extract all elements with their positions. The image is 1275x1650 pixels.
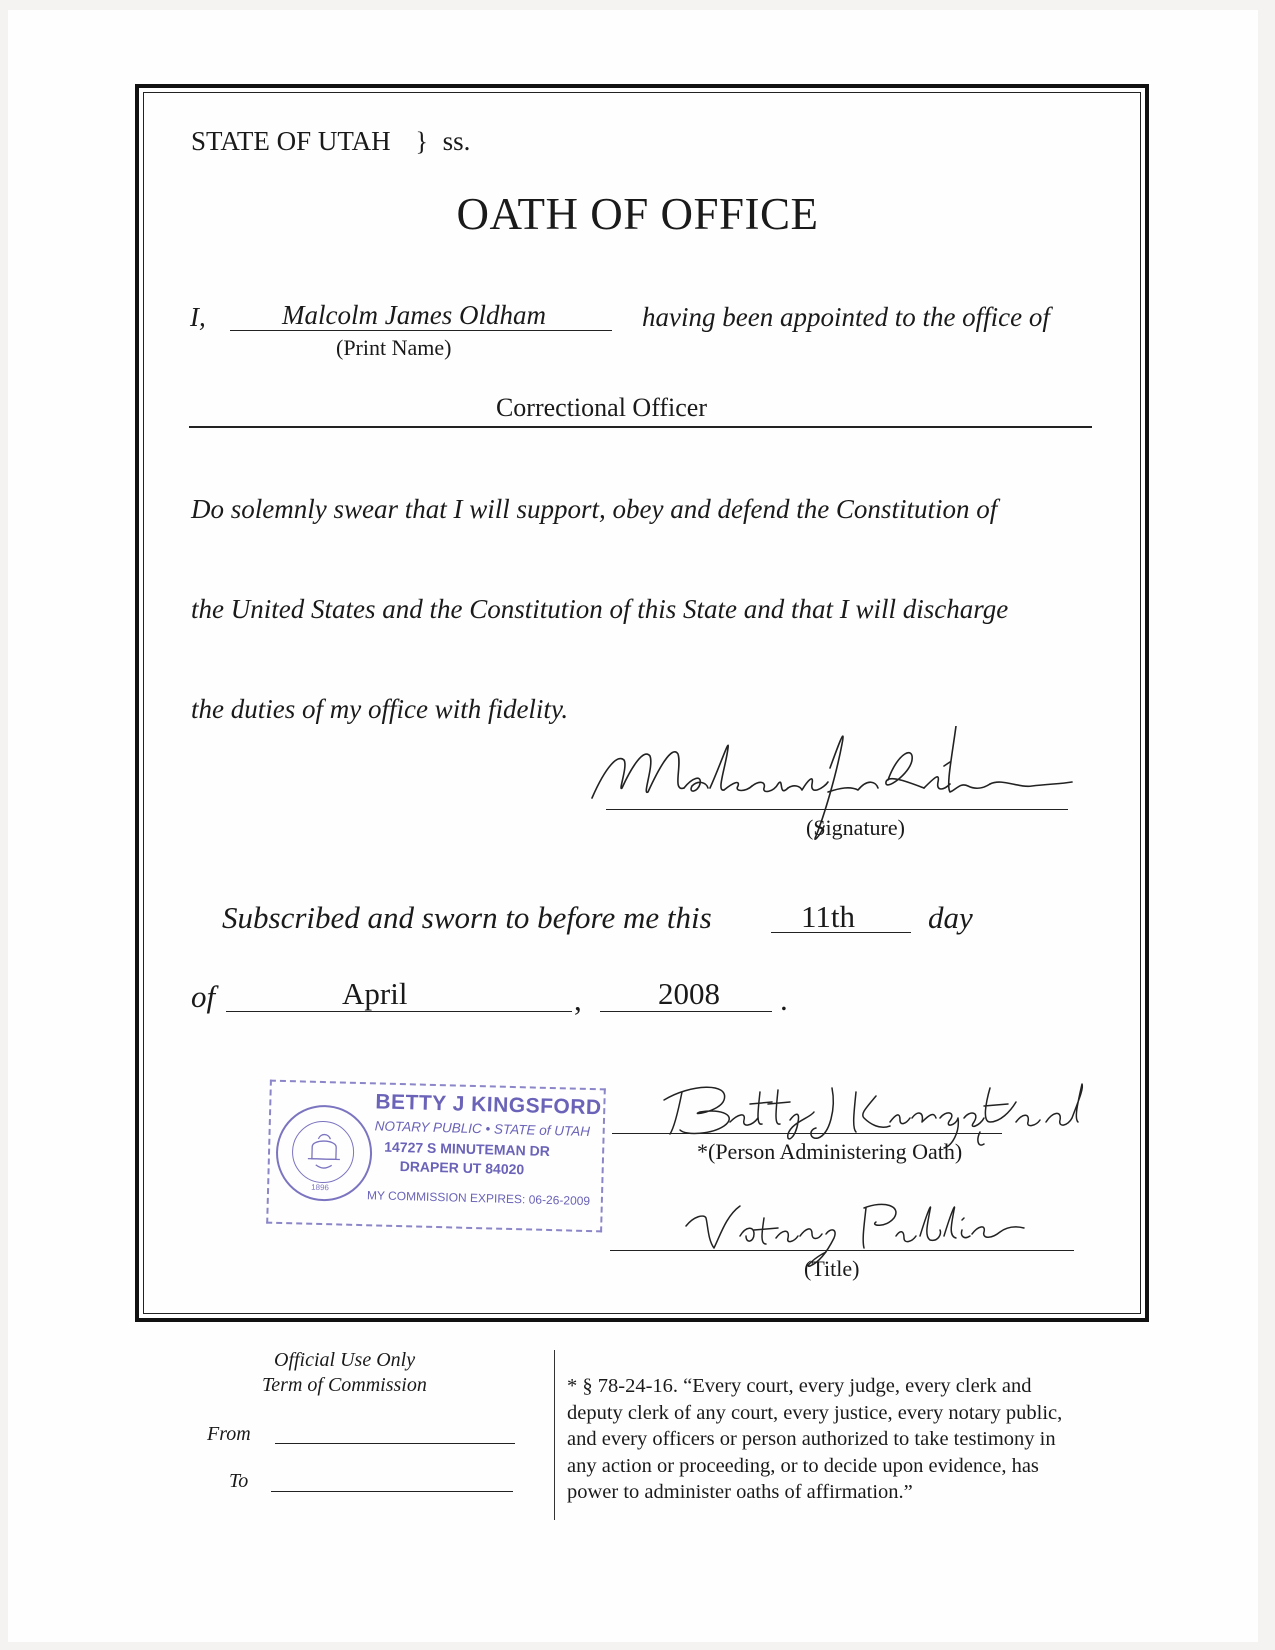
office-title: Correctional Officer [495, 393, 708, 422]
footnote-line-2: deputy clerk of any court, every justice, every notary public, [567, 1401, 1063, 1424]
statute-footnote [567, 1373, 1062, 1506]
day-word: day [928, 900, 973, 935]
footnote-line-3: and every officers or person authorized to take testimony in [567, 1428, 1056, 1450]
month-value: April [342, 976, 408, 1011]
to-label: To [229, 1470, 249, 1492]
signature-caption: (Signature) [806, 815, 905, 840]
oath-line-2: the United States and the Constitution of this State and that I will discharge [191, 594, 1009, 624]
stamp-notary-line: NOTARY PUBLIC • STATE of UTAH [374, 1118, 591, 1140]
footnote-line-4: any action or proceeding, or to decide upon evidence, has [567, 1454, 1039, 1477]
oath-line-3: the duties of my office with fidelity. [191, 694, 569, 724]
oath-line-1: Do solemnly swear that I will support, obey and defend the Constitution of [191, 494, 998, 524]
footnote-line-5: power to administer oaths of affirmation.” [567, 1481, 913, 1503]
footer-divider [554, 1350, 555, 1520]
year-value: 2008 [658, 976, 720, 1011]
stamp-name: BETTY J KINGSFORD [375, 1090, 602, 1120]
from-field-line[interactable] [275, 1443, 515, 1444]
subscribed-text: Subscribed and sworn to before me this [222, 900, 712, 935]
administrator-caption: *(Person Administering Oath) [697, 1139, 963, 1164]
notary-stamp [266, 1080, 606, 1233]
brace: } [415, 127, 428, 156]
office-underline [189, 426, 1092, 428]
comma: , [574, 982, 582, 1017]
stamp-address-2: DRAPER UT 84020 [399, 1158, 525, 1178]
title-signature [680, 1196, 1100, 1280]
official-use-heading: Official Use Only [274, 1349, 416, 1371]
prefix-i: I, [190, 302, 206, 332]
of-word: of [191, 979, 216, 1014]
stamp-address-1: 14727 S MINUTEMAN DR [384, 1138, 551, 1159]
title-caption: (Title) [804, 1256, 860, 1281]
print-name-caption: (Print Name) [336, 335, 452, 360]
ss-label: ss. [442, 126, 471, 156]
appointed-text: having been appointed to the office of [642, 302, 1050, 332]
day-value: 11th [801, 899, 855, 934]
utah-seal-icon [275, 1104, 373, 1202]
to-field-line[interactable] [271, 1491, 513, 1492]
state-label: STATE OF UTAH [191, 126, 391, 156]
state-heading [191, 126, 470, 157]
term-of-commission-heading: Term of Commission [262, 1374, 427, 1396]
document-title: OATH OF OFFICE [456, 189, 819, 239]
period: . [780, 982, 788, 1017]
footnote-line-1: * § 78-24-16. “Every court, every judge, every clerk and [567, 1375, 1032, 1397]
from-label: From [207, 1423, 251, 1445]
appointee-name: Malcolm James Oldham [282, 300, 546, 330]
stamp-expiration: MY COMMISSION EXPIRES: 06-26-2009 [366, 1188, 591, 1209]
seal-year: 1896 [311, 1182, 330, 1193]
